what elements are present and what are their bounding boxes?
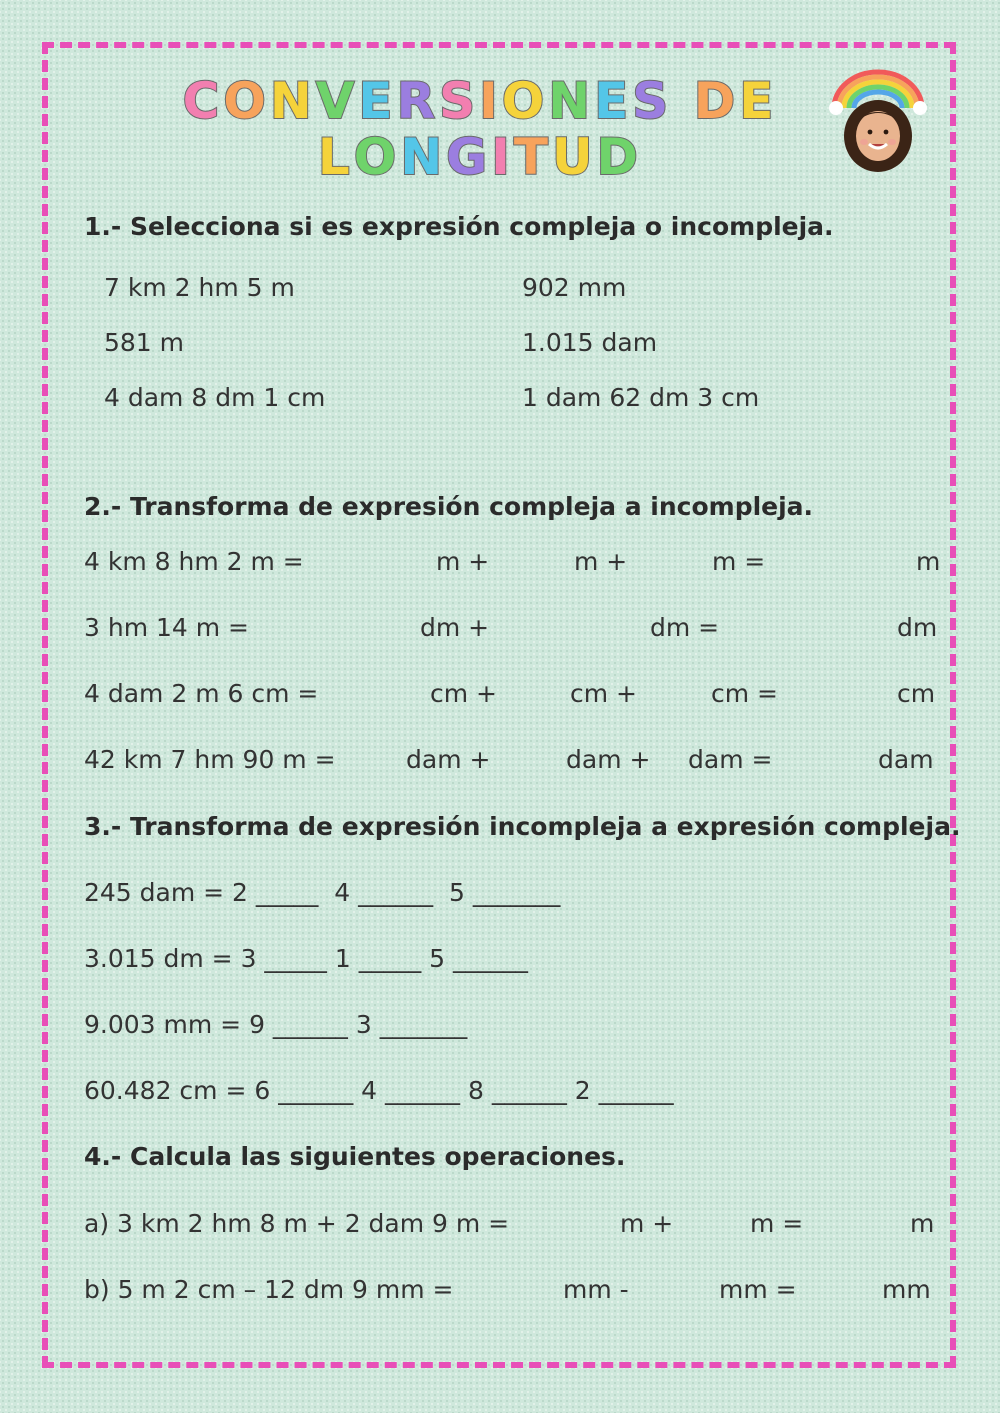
s2-unit: dam + [406, 745, 491, 774]
title-letter: D [693, 72, 740, 130]
s4-unit: m = [750, 1209, 804, 1238]
s2-expr: 42 km 7 hm 90 m = [84, 745, 336, 774]
page-title-line1 [150, 72, 810, 130]
section2-heading: 2.- Transforma de expresión compleja a incompleja. [84, 492, 814, 521]
title-letter: N [548, 72, 595, 130]
title-letter: S [439, 72, 480, 130]
page-title-line2 [150, 128, 810, 186]
s2-unit: dam [878, 745, 934, 774]
s2-unit: cm + [430, 679, 497, 708]
teacher-avatar [826, 66, 930, 176]
s2-unit: m + [574, 547, 628, 576]
section4-heading: 4.- Calcula las siguientes operaciones. [84, 1142, 626, 1171]
s4-unit: m [910, 1209, 935, 1238]
s2-unit: dam + [566, 745, 651, 774]
title-letter: T [513, 128, 552, 186]
title-letter: O [353, 128, 401, 186]
title-letter: S [632, 72, 673, 130]
title-letter: L [317, 128, 354, 186]
s3-row[interactable]: 3.015 dm = 3 _____ 1 _____ 5 ______ [84, 944, 529, 973]
s4-expr: a) 3 km 2 hm 8 m + 2 dam 9 m = [84, 1209, 510, 1238]
s4-unit: m + [620, 1209, 674, 1238]
s1-item[interactable]: 1 dam 62 dm 3 cm [522, 383, 760, 412]
s2-unit: cm [897, 679, 936, 708]
s1-item[interactable]: 902 mm [522, 273, 627, 302]
s2-unit: m + [436, 547, 490, 576]
s2-expr: 4 dam 2 m 6 cm = [84, 679, 319, 708]
s4-expr: b) 5 m 2 cm – 12 dm 9 mm = [84, 1275, 454, 1304]
s2-unit: dam = [688, 745, 773, 774]
title-letter [672, 72, 693, 130]
s2-unit: dm = [650, 613, 720, 642]
s2-unit: m = [712, 547, 766, 576]
s2-expr: 3 hm 14 m = [84, 613, 250, 642]
title-letter: E [358, 72, 397, 130]
s2-unit: dm + [420, 613, 490, 642]
section1-heading: 1.- Selecciona si es expresión compleja o incompleja. [84, 212, 834, 241]
title-letter: O [501, 72, 549, 130]
title-letter: E [739, 72, 778, 130]
s1-item[interactable]: 1.015 dam [522, 328, 658, 357]
title-letter: V [315, 72, 359, 130]
s4-unit: mm [882, 1275, 931, 1304]
title-letter: G [446, 128, 492, 186]
s2-unit: cm = [711, 679, 778, 708]
s1-item[interactable]: 4 dam 8 dm 1 cm [104, 383, 326, 412]
title-letter: C [182, 72, 224, 130]
title-letter: U [551, 128, 597, 186]
title-letter: I [479, 72, 502, 130]
title-letter: N [269, 72, 316, 130]
section3-heading: 3.- Transforma de expresión incompleja a expresión compleja. [84, 812, 961, 841]
title-letter: N [400, 128, 447, 186]
s2-unit: m [916, 547, 941, 576]
title-letter: O [223, 72, 270, 130]
s3-row[interactable]: 245 dam = 2 _____ 4 ______ 5 _______ [84, 878, 561, 907]
s3-row[interactable]: 60.482 cm = 6 ______ 4 ______ 8 ______ 2 ______ [84, 1076, 674, 1105]
s1-item[interactable]: 7 km 2 hm 5 m [104, 273, 295, 302]
s3-row[interactable]: 9.003 mm = 9 ______ 3 _______ [84, 1010, 468, 1039]
s2-expr: 4 km 8 hm 2 m = [84, 547, 304, 576]
title-letter: D [596, 128, 643, 186]
s2-unit: dm [897, 613, 938, 642]
s1-item[interactable]: 581 m [104, 328, 185, 357]
s4-unit: mm - [563, 1275, 629, 1304]
title-letter: I [491, 128, 514, 186]
title-letter: R [396, 72, 440, 130]
s2-unit: cm + [570, 679, 637, 708]
title-letter: E [594, 72, 633, 130]
s4-unit: mm = [719, 1275, 797, 1304]
